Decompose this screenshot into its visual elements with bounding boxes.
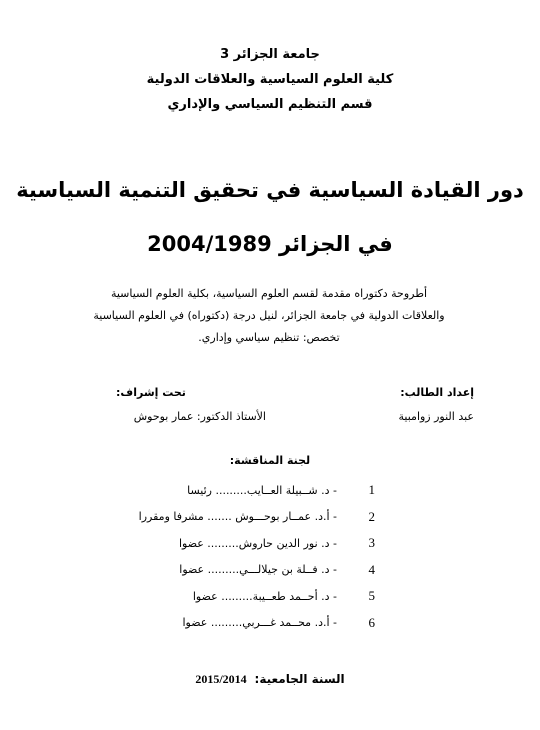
thesis-subtitle: في الجزائر 2004/1989 xyxy=(147,232,393,256)
author-block xyxy=(324,382,474,428)
faculty-name: كلية العلوم السياسية والعلاقات الدولية xyxy=(146,72,394,87)
supervisor-label: تحت إشراف: xyxy=(116,386,186,399)
supervisor-name: الأستاذ الدكتور: عمار بوحوش xyxy=(133,410,266,423)
university-name: جامعة الجزائر 3 xyxy=(220,47,320,62)
department-name: قسم التنظيم السياسي والإداري xyxy=(167,97,373,112)
list-item xyxy=(135,557,375,584)
thesis-title: دور القيادة السياسية في تحقيق التنمية السياسية xyxy=(16,178,524,202)
member-entry: - أ.د. محــمد غـــربي......... عضوا xyxy=(182,616,337,630)
member-number: 2 xyxy=(368,508,375,524)
supervisor-block xyxy=(66,382,266,428)
committee-list xyxy=(135,477,375,636)
description-line: والعلاقات الدولية في جامعة الجزائر، لنيل درجة (دكتوراه) في العلوم السياسية xyxy=(93,309,445,322)
institution-header xyxy=(0,42,540,117)
member-entry: - د. أحــمد طعــيبة......... عضوا xyxy=(192,589,337,603)
academic-year xyxy=(0,668,540,690)
member-number: 3 xyxy=(368,535,375,551)
committee-title: لجنة المناقشة: xyxy=(229,454,311,467)
academic-year-value: 2015/2014 xyxy=(195,672,247,686)
member-entry: - د. فــلة بن جيلالـــي......... عضوا xyxy=(179,563,337,577)
list-item xyxy=(135,504,375,531)
list-item xyxy=(135,610,375,637)
author-label: إعداد الطالب: xyxy=(400,386,474,399)
member-number: 1 xyxy=(368,482,375,498)
list-item xyxy=(135,477,375,504)
list-item xyxy=(135,530,375,557)
member-number: 6 xyxy=(368,614,375,630)
member-number: 4 xyxy=(368,561,375,577)
member-number: 5 xyxy=(368,588,375,604)
member-entry: - د. شــبيلة العــايب......... رئيسا xyxy=(187,483,337,497)
thesis-description xyxy=(64,283,474,349)
member-entry: - أ.د. عمــار بوحـــوش ....... مشرفا ومقررا xyxy=(138,510,337,524)
description-line: أطروحة دكتوراه مقدمة لقسم العلوم السياسية، بكلية العلوم السياسية xyxy=(110,287,428,300)
list-item xyxy=(135,583,375,610)
author-name: عبد النور زوامبية xyxy=(398,410,474,423)
academic-year-label: السنة الجامعية: xyxy=(254,672,345,686)
member-entry: - د. نور الدين حاروش......... عضوا xyxy=(178,536,337,550)
description-line: تخصص: تنظيم سياسي وإداري. xyxy=(198,331,340,344)
